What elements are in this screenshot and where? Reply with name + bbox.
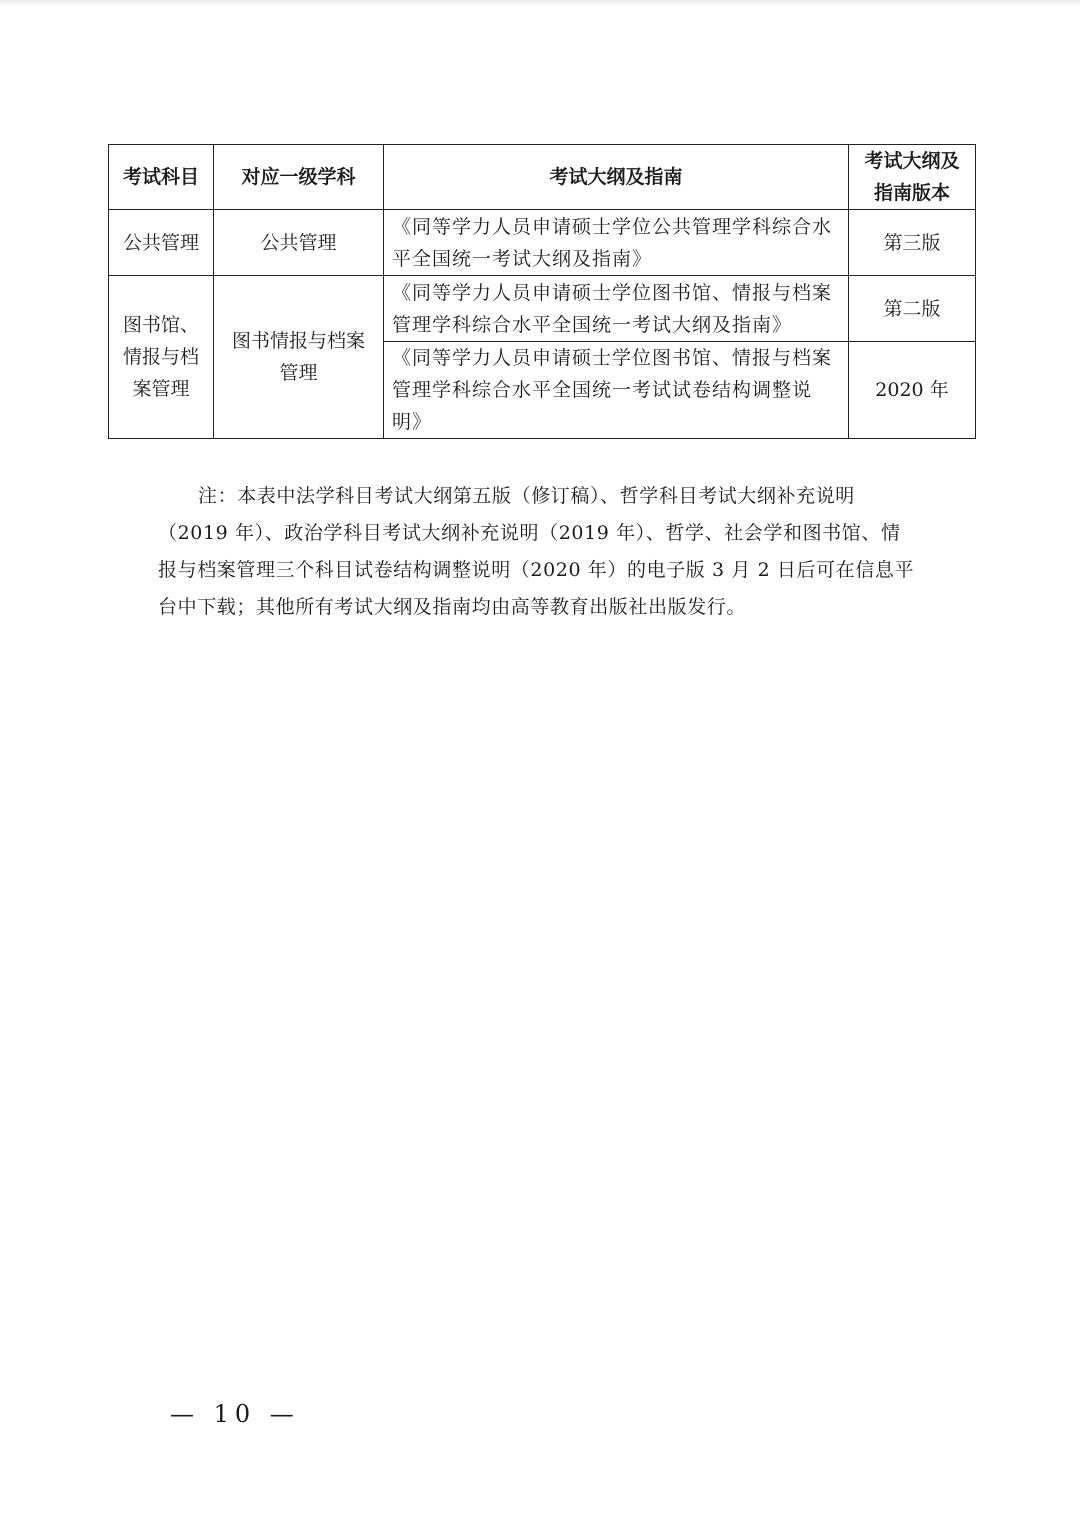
cell-discipline: 图书情报与档案管理 bbox=[214, 276, 384, 439]
cell-subject: 公共管理 bbox=[109, 210, 214, 276]
header-exam-subject: 考试科目 bbox=[109, 145, 214, 210]
cell-guide: 《同等学力人员申请硕士学位图书馆、情报与档案管理学科综合水平全国统一考试试卷结构调整说明》 bbox=[384, 342, 849, 439]
cell-version: 2020 年 bbox=[849, 342, 976, 439]
cell-guide: 《同等学力人员申请硕士学位图书馆、情报与档案管理学科综合水平全国统一考试大纲及指南》 bbox=[384, 276, 849, 342]
header-guide-version: 考试大纲及指南版本 bbox=[849, 145, 976, 210]
header-exam-guide: 考试大纲及指南 bbox=[384, 145, 849, 210]
cell-subject: 图书馆、情报与档案管理 bbox=[109, 276, 214, 439]
table-row bbox=[109, 276, 976, 342]
table-header-row bbox=[109, 145, 976, 210]
cell-discipline: 公共管理 bbox=[214, 210, 384, 276]
note-text: 注：本表中法学科目考试大纲第五版（修订稿）、哲学科目考试大纲补充说明（2019 年）、政治学科目考试大纲补充说明（2019 年）、哲学、社会学和图书馆、情报与档案管理三个科目试卷结构调整说明（2020 年）的电子版 3 月 2 日后可在信息平台中下载；其他所有考试大纲及指南均由高等教育出版社出版发行。 bbox=[158, 485, 915, 618]
table-row bbox=[109, 210, 976, 276]
page-top-edge bbox=[0, 0, 1080, 6]
page-number: — 10 — bbox=[170, 1400, 300, 1428]
table-note bbox=[158, 478, 918, 626]
header-primary-discipline: 对应一级学科 bbox=[214, 145, 384, 210]
cell-version: 第二版 bbox=[849, 276, 976, 342]
cell-version: 第三版 bbox=[849, 210, 976, 276]
exam-outline-table bbox=[108, 144, 976, 439]
cell-guide: 《同等学力人员申请硕士学位公共管理学科综合水平全国统一考试大纲及指南》 bbox=[384, 210, 849, 276]
